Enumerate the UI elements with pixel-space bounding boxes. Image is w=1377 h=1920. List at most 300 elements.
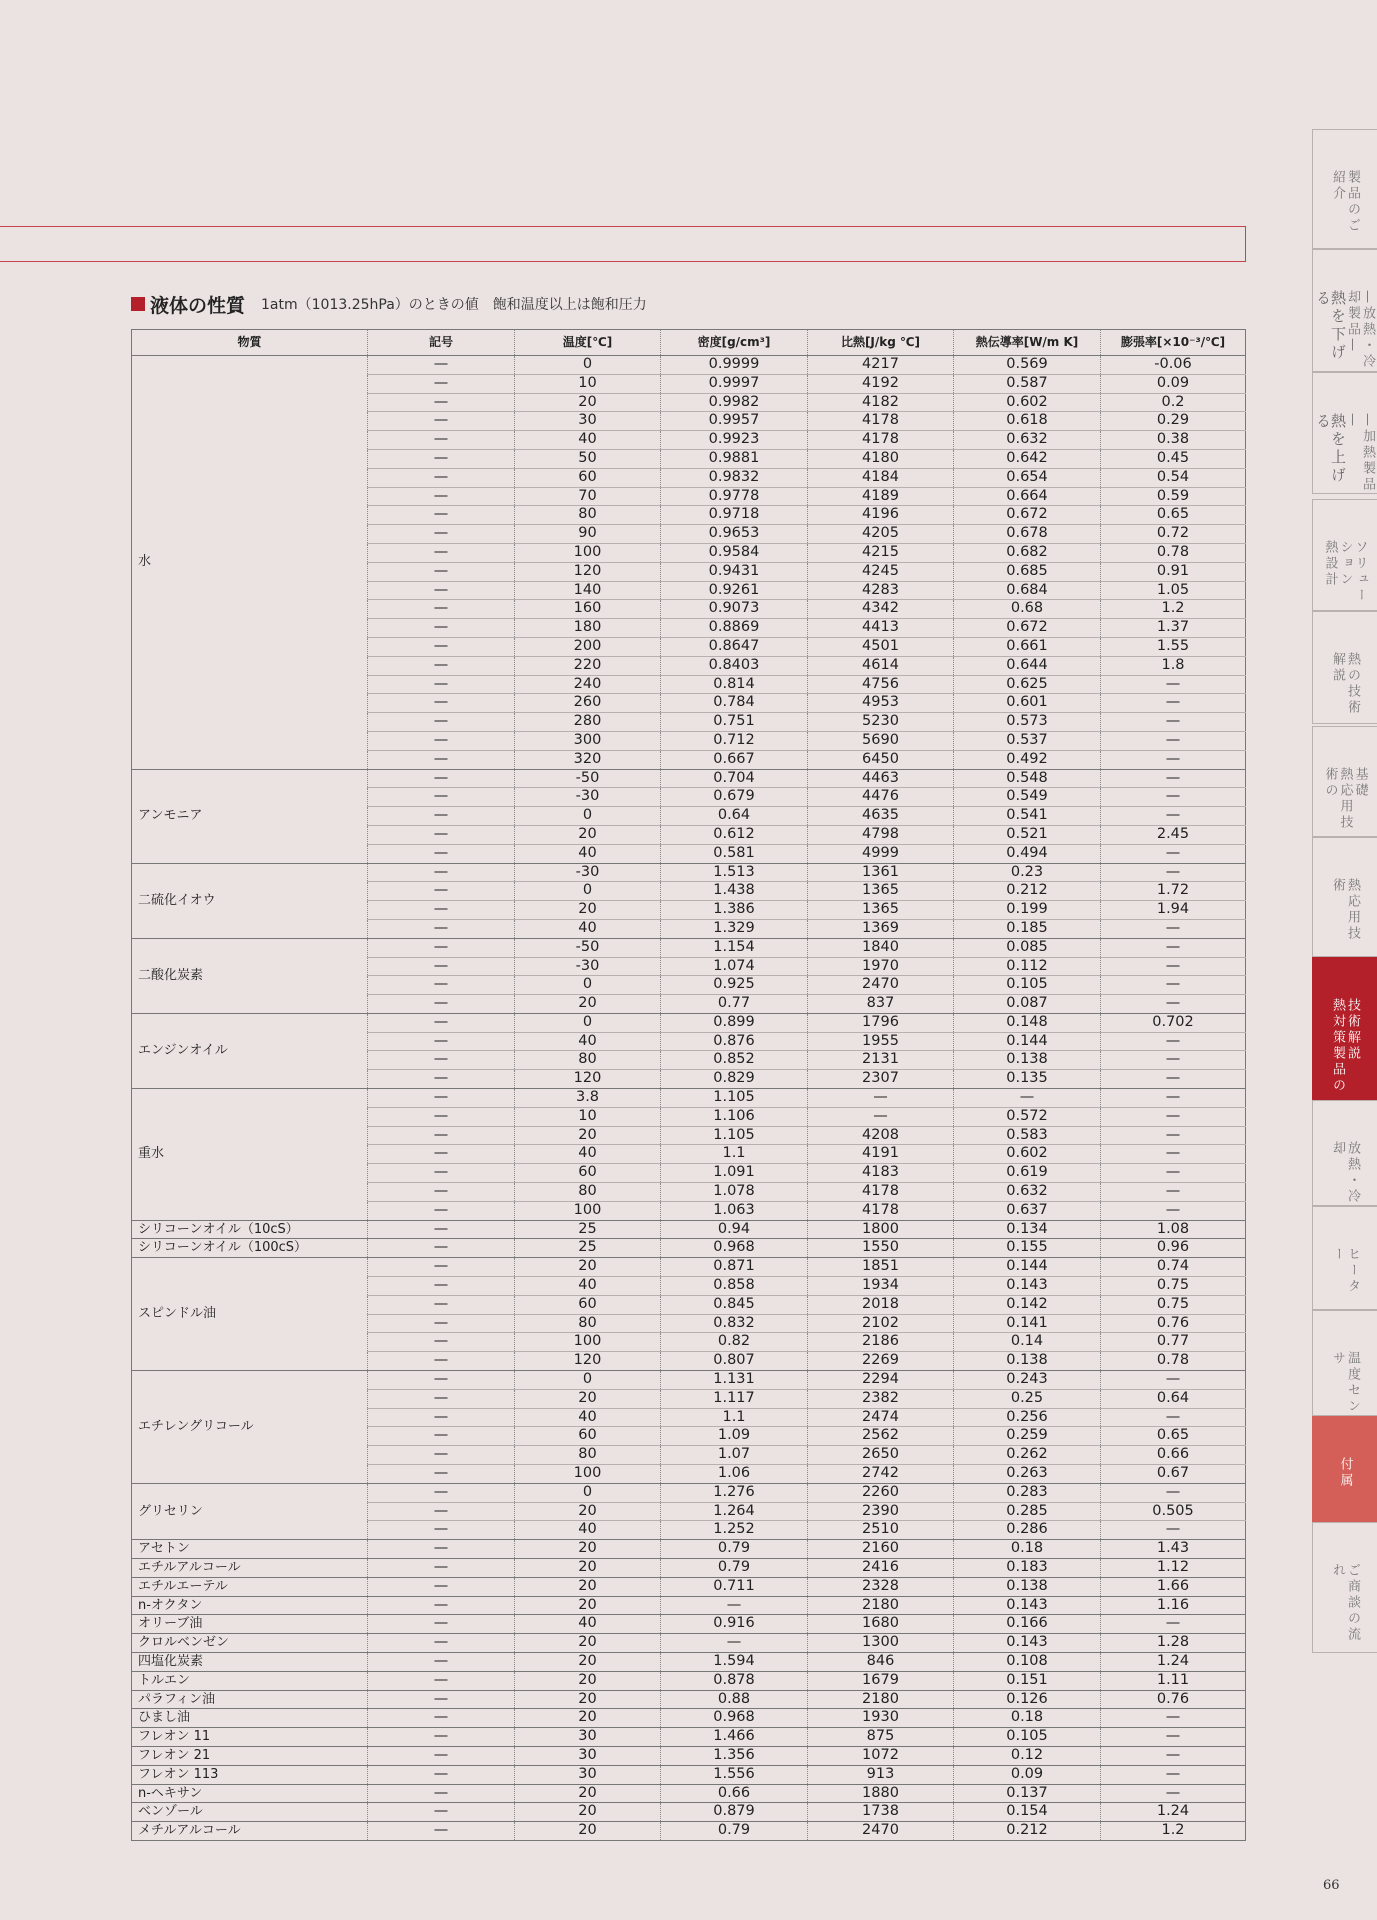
table-cell: — bbox=[368, 788, 515, 807]
table-cell: — bbox=[368, 731, 515, 750]
table-cell: 1.063 bbox=[661, 1201, 808, 1220]
table-cell: — bbox=[1101, 1728, 1246, 1747]
table-cell: — bbox=[368, 1822, 515, 1841]
table-cell: 0.087 bbox=[954, 995, 1101, 1014]
table-cell: 1.1 bbox=[661, 1408, 808, 1427]
table-cell: 0.143 bbox=[954, 1596, 1101, 1615]
sidebar-tab-label: 熱対策製品の bbox=[1330, 998, 1345, 1094]
table-cell: 0.88 bbox=[661, 1690, 808, 1709]
sidebar-tab-label: 付属 bbox=[1337, 1457, 1353, 1489]
table-cell: 0.108 bbox=[954, 1652, 1101, 1671]
table-cell: 0.569 bbox=[954, 356, 1101, 375]
table-cell: 1.091 bbox=[661, 1164, 808, 1183]
table-cell: 4463 bbox=[808, 769, 954, 788]
table-cell: 0.548 bbox=[954, 769, 1101, 788]
table-cell: 1800 bbox=[808, 1220, 954, 1239]
table-cell: 0.105 bbox=[954, 1728, 1101, 1747]
table-cell: 0.135 bbox=[954, 1070, 1101, 1089]
table-row bbox=[132, 863, 1246, 882]
table-cell: 20 bbox=[515, 1258, 661, 1277]
table-cell: 0.505 bbox=[1101, 1502, 1246, 1521]
table-cell: 2186 bbox=[808, 1333, 954, 1352]
table-row bbox=[132, 1784, 1246, 1803]
table-row bbox=[132, 1803, 1246, 1822]
table-cell: 1.154 bbox=[661, 938, 808, 957]
table-cell: — bbox=[368, 431, 515, 450]
table-cell: 0.18 bbox=[954, 1540, 1101, 1559]
table-cell: 2269 bbox=[808, 1352, 954, 1371]
table-row bbox=[132, 1540, 1246, 1559]
table-cell: 40 bbox=[515, 1521, 661, 1540]
sidebar-tab[interactable] bbox=[1312, 837, 1377, 957]
table-row bbox=[132, 1652, 1246, 1671]
sidebar-tab-label: 製品のご紹介 bbox=[1330, 170, 1360, 234]
substance-name: n-オクタン bbox=[132, 1596, 368, 1615]
table-cell: — bbox=[368, 1408, 515, 1427]
table-cell: 60 bbox=[515, 1164, 661, 1183]
table-cell: 2180 bbox=[808, 1690, 954, 1709]
sidebar-tab-label: ご商談の流れ bbox=[1330, 1563, 1360, 1643]
table-cell: 0.137 bbox=[954, 1784, 1101, 1803]
table-cell: — bbox=[368, 562, 515, 581]
table-cell: 5230 bbox=[808, 713, 954, 732]
table-row bbox=[132, 769, 1246, 788]
table-cell: — bbox=[1101, 1201, 1246, 1220]
table-cell: — bbox=[368, 1070, 515, 1089]
table-cell: 1880 bbox=[808, 1784, 954, 1803]
substance-name: アセトン bbox=[132, 1540, 368, 1559]
table-cell: 20 bbox=[515, 825, 661, 844]
table-cell: 0.618 bbox=[954, 412, 1101, 431]
table-cell: 4501 bbox=[808, 637, 954, 656]
table-cell: 0.243 bbox=[954, 1371, 1101, 1390]
table-cell: 40 bbox=[515, 1145, 661, 1164]
table-cell: 4192 bbox=[808, 374, 954, 393]
table-cell: — bbox=[368, 637, 515, 656]
sidebar-tab-label: 熱を上げる bbox=[1314, 413, 1347, 485]
table-cell: — bbox=[368, 449, 515, 468]
table-cell: 0.916 bbox=[661, 1615, 808, 1634]
substance-name: スピンドル油 bbox=[132, 1258, 368, 1371]
table-cell: 0.96 bbox=[1101, 1239, 1246, 1258]
table-cell: 846 bbox=[808, 1652, 954, 1671]
table-cell: — bbox=[368, 1389, 515, 1408]
table-cell: 0.143 bbox=[954, 1634, 1101, 1653]
sidebar-tab[interactable] bbox=[1312, 372, 1377, 494]
substance-name: エチレングリコール bbox=[132, 1371, 368, 1484]
table-cell: 0.142 bbox=[954, 1295, 1101, 1314]
table-cell: 0.9653 bbox=[661, 525, 808, 544]
table-cell: 5690 bbox=[808, 731, 954, 750]
table-cell: 2307 bbox=[808, 1070, 954, 1089]
table-cell: 0.664 bbox=[954, 487, 1101, 506]
table-cell: 0.68 bbox=[954, 600, 1101, 619]
substance-name: 重水 bbox=[132, 1089, 368, 1221]
table-cell: 4635 bbox=[808, 807, 954, 826]
table-cell: 0.667 bbox=[661, 750, 808, 769]
substance-name: 二硫化イオウ bbox=[132, 863, 368, 938]
table-cell: 0.871 bbox=[661, 1258, 808, 1277]
table-cell: 0.845 bbox=[661, 1295, 808, 1314]
table-cell: -30 bbox=[515, 863, 661, 882]
section-heading bbox=[131, 288, 647, 320]
table-cell: 0.54 bbox=[1101, 468, 1246, 487]
table-cell: 30 bbox=[515, 1728, 661, 1747]
table-cell: — bbox=[368, 1051, 515, 1070]
table-cell: 0.91 bbox=[1101, 562, 1246, 581]
table-cell: 0.679 bbox=[661, 788, 808, 807]
table-cell: 1.11 bbox=[1101, 1671, 1246, 1690]
table-cell: 0.632 bbox=[954, 431, 1101, 450]
table-cell: 0.263 bbox=[954, 1465, 1101, 1484]
table-cell: 0.143 bbox=[954, 1277, 1101, 1296]
table-cell: — bbox=[368, 487, 515, 506]
table-cell: 1.074 bbox=[661, 957, 808, 976]
table-cell: — bbox=[368, 1013, 515, 1032]
table-cell: 0.784 bbox=[661, 694, 808, 713]
table-cell: 4208 bbox=[808, 1126, 954, 1145]
table-row bbox=[132, 1746, 1246, 1765]
table-cell: 0.807 bbox=[661, 1352, 808, 1371]
table-cell: -50 bbox=[515, 938, 661, 957]
table-cell: 0.684 bbox=[954, 581, 1101, 600]
table-cell: 1.105 bbox=[661, 1089, 808, 1108]
table-cell: — bbox=[368, 1427, 515, 1446]
substance-name: n-ヘキサン bbox=[132, 1784, 368, 1803]
table-cell: 1.09 bbox=[661, 1427, 808, 1446]
table-cell: 2102 bbox=[808, 1314, 954, 1333]
table-cell: — bbox=[368, 675, 515, 694]
table-cell: — bbox=[368, 1107, 515, 1126]
table-cell: 20 bbox=[515, 901, 661, 920]
sidebar-tab[interactable] bbox=[1312, 611, 1377, 724]
table-cell: 0.141 bbox=[954, 1314, 1101, 1333]
table-cell: 0.138 bbox=[954, 1051, 1101, 1070]
table-cell: — bbox=[368, 919, 515, 938]
sidebar-tab[interactable] bbox=[1312, 1206, 1377, 1310]
table-cell: 0.9584 bbox=[661, 543, 808, 562]
section-subtitle: 1atm（1013.25hPa）のときの値 飽和温度以上は飽和圧力 bbox=[261, 297, 647, 313]
table-cell: — bbox=[368, 1446, 515, 1465]
table-cell: 20 bbox=[515, 1803, 661, 1822]
sidebar-tab-label: 熱設計 bbox=[1322, 540, 1338, 588]
table-cell: 80 bbox=[515, 506, 661, 525]
table-cell: 1840 bbox=[808, 938, 954, 957]
table-cell: — bbox=[368, 525, 515, 544]
table-cell: — bbox=[368, 581, 515, 600]
table-cell: — bbox=[1101, 1089, 1246, 1108]
table-cell: 50 bbox=[515, 449, 661, 468]
table-cell: 1.07 bbox=[661, 1446, 808, 1465]
sidebar-tab[interactable] bbox=[1312, 726, 1377, 837]
table-cell: 0.77 bbox=[1101, 1333, 1246, 1352]
sidebar-tab[interactable] bbox=[1312, 1310, 1377, 1416]
table-cell: — bbox=[368, 1126, 515, 1145]
table-cell: 0.79 bbox=[661, 1540, 808, 1559]
table-row bbox=[132, 938, 1246, 957]
table-cell: 0.75 bbox=[1101, 1295, 1246, 1314]
table-cell: 0.14 bbox=[954, 1333, 1101, 1352]
heading-square-icon bbox=[131, 297, 145, 311]
table-cell: 0.9999 bbox=[661, 356, 808, 375]
table-cell: — bbox=[368, 1352, 515, 1371]
table-cell: 0.537 bbox=[954, 731, 1101, 750]
table-cell: — bbox=[368, 750, 515, 769]
table-cell: 0.678 bbox=[954, 525, 1101, 544]
table-cell: 0.23 bbox=[954, 863, 1101, 882]
sidebar-tab-label: 熱の技術解説 bbox=[1330, 652, 1360, 716]
table-cell: — bbox=[368, 1277, 515, 1296]
table-cell: — bbox=[368, 1709, 515, 1728]
table-cell: — bbox=[808, 1089, 954, 1108]
sidebar-tab-sublabel: —放熱・冷却製品— bbox=[1345, 290, 1375, 370]
substance-name: トルエン bbox=[132, 1671, 368, 1690]
table-cell: 0.9261 bbox=[661, 581, 808, 600]
table-row bbox=[132, 1671, 1246, 1690]
table-cell: — bbox=[368, 506, 515, 525]
table-cell: — bbox=[368, 1671, 515, 1690]
table-cell: 2650 bbox=[808, 1446, 954, 1465]
table-cell: 60 bbox=[515, 1295, 661, 1314]
table-cell: 1930 bbox=[808, 1709, 954, 1728]
table-cell: 0.79 bbox=[661, 1559, 808, 1578]
column-header: 物質 bbox=[132, 330, 368, 356]
table-cell: -30 bbox=[515, 788, 661, 807]
table-cell: 1796 bbox=[808, 1013, 954, 1032]
table-cell: 0.661 bbox=[954, 637, 1101, 656]
table-cell: 0.183 bbox=[954, 1559, 1101, 1578]
table-cell: 1955 bbox=[808, 1032, 954, 1051]
table-cell: — bbox=[368, 1183, 515, 1202]
table-cell: 4205 bbox=[808, 525, 954, 544]
table-cell: 4182 bbox=[808, 393, 954, 412]
table-row bbox=[132, 1634, 1246, 1653]
table-cell: — bbox=[368, 1521, 515, 1540]
table-cell: — bbox=[1101, 1784, 1246, 1803]
table-cell: 1738 bbox=[808, 1803, 954, 1822]
table-cell: 1.594 bbox=[661, 1652, 808, 1671]
table-cell: 1.24 bbox=[1101, 1652, 1246, 1671]
table-row bbox=[132, 1220, 1246, 1239]
table-cell: 60 bbox=[515, 468, 661, 487]
table-cell: 0.144 bbox=[954, 1258, 1101, 1277]
table-cell: 60 bbox=[515, 1427, 661, 1446]
table-cell: — bbox=[1101, 807, 1246, 826]
table-cell: 4999 bbox=[808, 844, 954, 863]
table-cell: — bbox=[368, 938, 515, 957]
table-cell: — bbox=[368, 1145, 515, 1164]
table-cell: 0.521 bbox=[954, 825, 1101, 844]
table-cell: — bbox=[368, 1483, 515, 1502]
table-cell: 1.106 bbox=[661, 1107, 808, 1126]
table-cell: 0.65 bbox=[1101, 506, 1246, 525]
substance-name: ひまし油 bbox=[132, 1709, 368, 1728]
table-cell: 1072 bbox=[808, 1746, 954, 1765]
table-cell: 0.8869 bbox=[661, 619, 808, 638]
sidebar-tab-label: 放熱・冷却 bbox=[1330, 1141, 1360, 1205]
table-cell: 0.632 bbox=[954, 1183, 1101, 1202]
table-cell: 0.138 bbox=[954, 1577, 1101, 1596]
table-cell: 0.8403 bbox=[661, 656, 808, 675]
table-cell: 10 bbox=[515, 374, 661, 393]
table-cell: 0.112 bbox=[954, 957, 1101, 976]
table-cell: 1.37 bbox=[1101, 619, 1246, 638]
table-cell: 100 bbox=[515, 1333, 661, 1352]
table-cell: — bbox=[368, 1164, 515, 1183]
table-cell: 20 bbox=[515, 1559, 661, 1578]
table-cell: 0 bbox=[515, 1371, 661, 1390]
table-cell: — bbox=[1101, 1615, 1246, 1634]
substance-name: エチルアルコール bbox=[132, 1559, 368, 1578]
table-cell: 1.16 bbox=[1101, 1596, 1246, 1615]
table-cell: 80 bbox=[515, 1183, 661, 1202]
table-cell: — bbox=[368, 1728, 515, 1747]
table-cell: 0.09 bbox=[954, 1765, 1101, 1784]
table-cell: 10 bbox=[515, 1107, 661, 1126]
sidebar-tab[interactable] bbox=[1312, 1416, 1377, 1522]
table-cell: -30 bbox=[515, 957, 661, 976]
table-cell: 2160 bbox=[808, 1540, 954, 1559]
table-cell: 0.155 bbox=[954, 1239, 1101, 1258]
substance-name: メチルアルコール bbox=[132, 1822, 368, 1841]
table-cell: 2562 bbox=[808, 1427, 954, 1446]
table-cell: — bbox=[1101, 1371, 1246, 1390]
table-cell: 4283 bbox=[808, 581, 954, 600]
table-cell: — bbox=[368, 957, 515, 976]
sidebar-tab[interactable] bbox=[1312, 499, 1377, 611]
table-cell: 4180 bbox=[808, 449, 954, 468]
table-cell: — bbox=[368, 393, 515, 412]
table-cell: 0.94 bbox=[661, 1220, 808, 1239]
table-cell: 0.18 bbox=[954, 1709, 1101, 1728]
substance-name: グリセリン bbox=[132, 1483, 368, 1539]
table-cell: 2018 bbox=[808, 1295, 954, 1314]
substance-name: クロルベンゼン bbox=[132, 1634, 368, 1653]
table-cell: 0.256 bbox=[954, 1408, 1101, 1427]
table-cell: 0.199 bbox=[954, 901, 1101, 920]
table-cell: 100 bbox=[515, 543, 661, 562]
table-cell: 0 bbox=[515, 882, 661, 901]
sidebar-tab-sublabel: 技術解説 bbox=[1345, 998, 1360, 1062]
table-cell: — bbox=[368, 1220, 515, 1239]
table-cell: 6450 bbox=[808, 750, 954, 769]
table-cell: 0.82 bbox=[661, 1333, 808, 1352]
sidebar-tab[interactable] bbox=[1312, 249, 1377, 372]
page-number: 66 bbox=[1323, 1878, 1340, 1893]
substance-name: アンモニア bbox=[132, 769, 368, 863]
table-cell: 913 bbox=[808, 1765, 954, 1784]
table-cell: — bbox=[1101, 675, 1246, 694]
table-cell: 1.2 bbox=[1101, 600, 1246, 619]
table-row bbox=[132, 1577, 1246, 1596]
table-cell: — bbox=[1101, 1126, 1246, 1145]
table-cell: 30 bbox=[515, 412, 661, 431]
table-cell: 1.356 bbox=[661, 1746, 808, 1765]
substance-name: 四塩化炭素 bbox=[132, 1652, 368, 1671]
table-cell: 1.131 bbox=[661, 1371, 808, 1390]
sidebar-tab[interactable] bbox=[1312, 957, 1377, 1100]
table-cell: — bbox=[368, 1502, 515, 1521]
sidebar-tab[interactable] bbox=[1312, 1522, 1377, 1653]
table-cell: 2742 bbox=[808, 1465, 954, 1484]
table-cell: 0.968 bbox=[661, 1709, 808, 1728]
table-cell: 0.25 bbox=[954, 1389, 1101, 1408]
sidebar-tab-label: 温度センサ bbox=[1330, 1351, 1360, 1415]
table-cell: 1.556 bbox=[661, 1765, 808, 1784]
sidebar-tab-label: 熱応用技術 bbox=[1330, 878, 1360, 942]
table-cell: 30 bbox=[515, 1765, 661, 1784]
table-cell: — bbox=[1101, 976, 1246, 995]
substance-name: 水 bbox=[132, 356, 368, 770]
table-cell: 40 bbox=[515, 431, 661, 450]
table-cell: 20 bbox=[515, 1502, 661, 1521]
table-cell: 0.637 bbox=[954, 1201, 1101, 1220]
table-cell: 25 bbox=[515, 1239, 661, 1258]
table-cell: 40 bbox=[515, 844, 661, 863]
table-cell: 0.66 bbox=[1101, 1446, 1246, 1465]
table-cell: 1.105 bbox=[661, 1126, 808, 1145]
table-row bbox=[132, 356, 1246, 375]
sidebar-tab[interactable] bbox=[1312, 1100, 1377, 1206]
table-cell: 0.492 bbox=[954, 750, 1101, 769]
table-cell: 1.8 bbox=[1101, 656, 1246, 675]
table-cell: 1.438 bbox=[661, 882, 808, 901]
table-cell: 260 bbox=[515, 694, 661, 713]
sidebar-tab-sublabel: ソリューション bbox=[1337, 540, 1368, 604]
table-cell: — bbox=[368, 863, 515, 882]
substance-name: エチルエーテル bbox=[132, 1577, 368, 1596]
sidebar-tab-label: 熱を下げる bbox=[1314, 290, 1347, 362]
table-cell: — bbox=[368, 356, 515, 375]
table-cell: 0.67 bbox=[1101, 1465, 1246, 1484]
table-cell: 4178 bbox=[808, 412, 954, 431]
table-cell: 0.259 bbox=[954, 1427, 1101, 1446]
table-header-row bbox=[132, 330, 1246, 356]
table-cell: 0.682 bbox=[954, 543, 1101, 562]
liquid-properties-table bbox=[131, 329, 1246, 1841]
table-cell: — bbox=[368, 1634, 515, 1653]
table-cell: 0 bbox=[515, 807, 661, 826]
table-cell: 1.252 bbox=[661, 1521, 808, 1540]
table-cell: 0.583 bbox=[954, 1126, 1101, 1145]
table-cell: — bbox=[1101, 1709, 1246, 1728]
table-cell: — bbox=[1101, 1145, 1246, 1164]
column-header: 熱伝導率[W/m K] bbox=[954, 330, 1101, 356]
table-cell: 0.711 bbox=[661, 1577, 808, 1596]
table-cell: 20 bbox=[515, 393, 661, 412]
table-cell: 0.64 bbox=[1101, 1389, 1246, 1408]
table-cell: — bbox=[1101, 713, 1246, 732]
table-cell: — bbox=[368, 1652, 515, 1671]
table-cell: 1.12 bbox=[1101, 1559, 1246, 1578]
table-cell: — bbox=[1101, 1746, 1246, 1765]
table-cell: 40 bbox=[515, 1032, 661, 1051]
table-cell: 120 bbox=[515, 1352, 661, 1371]
sidebar-tab[interactable] bbox=[1312, 129, 1377, 249]
table-cell: 0.64 bbox=[661, 807, 808, 826]
table-cell: 70 bbox=[515, 487, 661, 506]
table-row bbox=[132, 1559, 1246, 1578]
table-cell: 1361 bbox=[808, 863, 954, 882]
sidebar-tab-sublabel: 基礎 bbox=[1352, 767, 1368, 799]
table-cell: 1.43 bbox=[1101, 1540, 1246, 1559]
table-cell: 220 bbox=[515, 656, 661, 675]
table-cell: 2470 bbox=[808, 976, 954, 995]
header-rule bbox=[0, 226, 1246, 262]
table-cell: 0.77 bbox=[661, 995, 808, 1014]
substance-name: ベンゾール bbox=[132, 1803, 368, 1822]
table-cell: 0.581 bbox=[661, 844, 808, 863]
